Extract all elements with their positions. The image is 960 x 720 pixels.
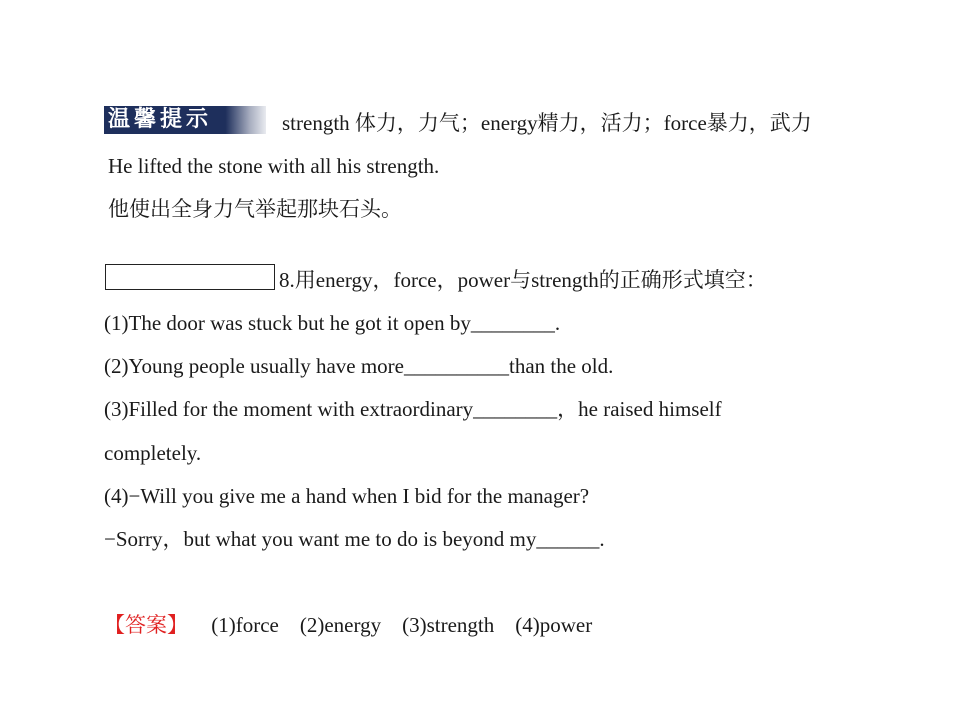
exercise-item-1: (1)The door was stuck but he got it open by________. (104, 311, 561, 335)
exercise-item-4: (4)−Will you give me a hand when I bid for the manager? (104, 484, 590, 508)
exercise-item-2: (2)Young people usually have more__________than the old. (104, 354, 614, 378)
exercise-item-4-reply: −Sorry，but what you want me to do is beyond my______. (104, 527, 605, 551)
blank-box (105, 264, 275, 290)
answer-label: 【答案】 (104, 613, 188, 637)
tip-example-en: He lifted the stone with all his strength. (108, 154, 440, 178)
exercise-item-3: (3)Filled for the moment with extraordinary________，he raised himself (104, 397, 722, 421)
tip-badge-label: 温馨提示 (108, 107, 213, 132)
exercise-prompt: 8.用energy，force，power与strength的正确形式填空： (279, 268, 767, 292)
tip-example-zh: 他使出全身力气举起那块石头。 (108, 197, 402, 221)
answer-line (104, 612, 592, 638)
tip-badge (104, 106, 266, 134)
answer-text: (1)force (2)energy (3)strength (4)power (211, 613, 593, 637)
exercise-item-3-cont: completely. (104, 441, 202, 465)
tip-definition: strength 体力，力气；energy精力，活力；force暴力，武力 (282, 111, 812, 135)
